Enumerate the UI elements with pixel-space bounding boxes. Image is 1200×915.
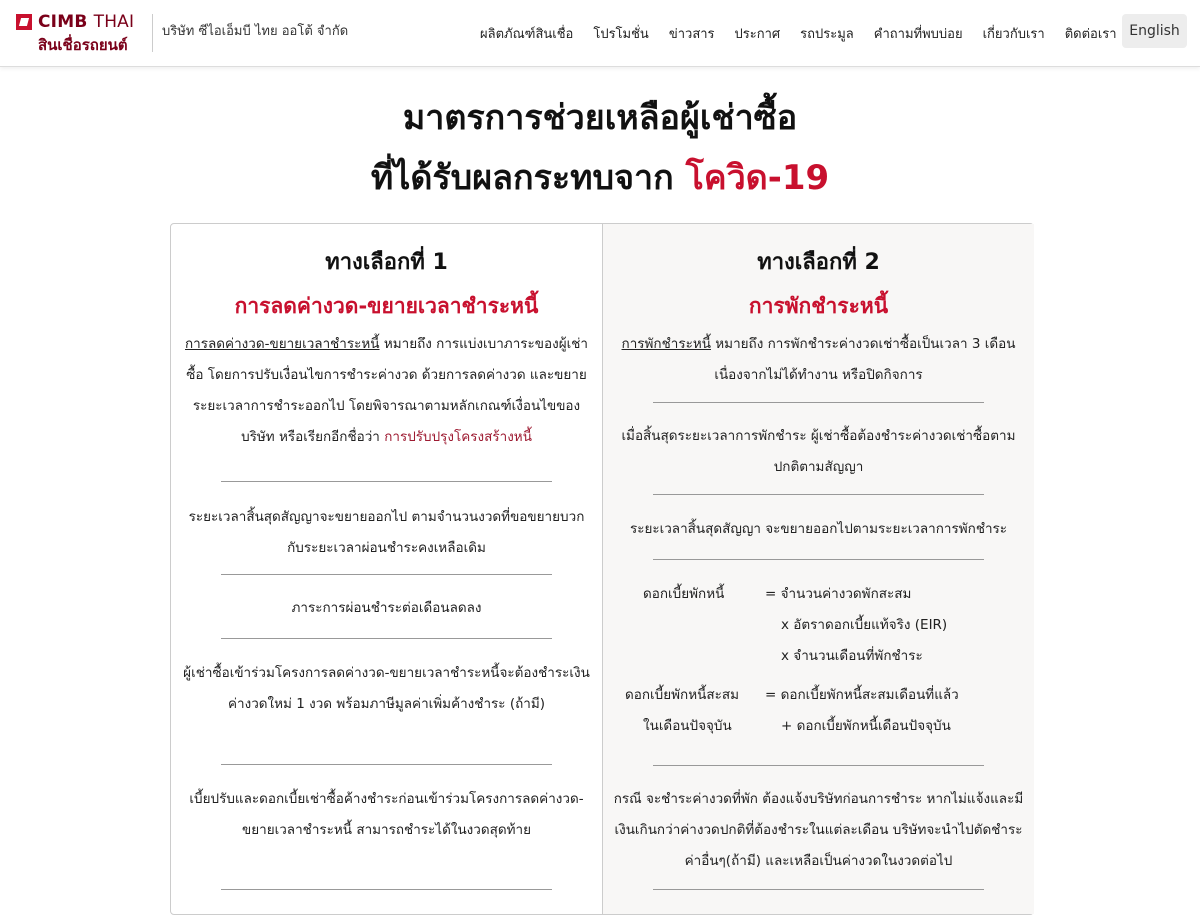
language-english-button[interactable]: English	[1122, 14, 1187, 48]
formula1-line1: = จำนวนค่างวดพักสะสม	[765, 586, 912, 602]
nav-faq[interactable]: คำถามที่พบบ่อย	[873, 26, 963, 42]
title-highlight: โควิด-19	[685, 158, 830, 198]
logo-brand-thai: THAI	[93, 12, 135, 32]
logo-divider	[152, 14, 153, 52]
option1-term: การลดค่างวด-ขยายเวลาชำระหนี้	[185, 336, 380, 352]
formula2-label-line2: ในเดือนปัจจุบัน	[643, 718, 732, 734]
page-title-line1: มาตรการช่วยเหลือผู้เช่าซื้อ	[402, 98, 798, 138]
divider	[221, 889, 552, 890]
restructure-link[interactable]: การปรับปรุงโครงสร้างหนี้	[384, 429, 532, 445]
logo-subtitle: สินเชื่อรถยนต์	[38, 36, 128, 54]
option1-definition	[181, 329, 592, 453]
formula1-line2: x อัตราดอกเบี้ยแท้จริง (EIR)	[781, 617, 948, 633]
nav-contact[interactable]: ติดต่อเรา	[1064, 26, 1117, 42]
nav-about[interactable]: เกี่ยวกับเรา	[982, 26, 1045, 42]
divider	[653, 494, 984, 495]
title-prefix: ที่ได้รับผลกระทบจาก	[370, 158, 674, 198]
option2-point-extend: ระยะเวลาสิ้นสุดสัญญา จะขยายออกไปตามระยะเวลาการพักชำระ	[629, 521, 1008, 537]
option2-definition	[613, 329, 1024, 391]
option2-column	[602, 224, 1034, 914]
page-title-line2	[0, 150, 1200, 204]
divider	[653, 765, 984, 766]
top-navbar	[0, 0, 1200, 67]
option1-point-new-installment: ผู้เช่าซื้อเข้าร่วมโครงการลดค่างวด-ขยายเวลาชำระหนี้จะต้องชำระเงินค่างวดใหม่ 1 งวด พร้อมภาษีมูลค่าเพิ่มค้างชำระ (ถ้ามี)	[183, 665, 590, 712]
option2-point-after-pause: เมื่อสิ้นสุดระยะเวลาการพักชำระ ผู้เช่าซื้อต้องชำระค่างวดเช่าซื้อตามปกติตามสัญญา	[621, 428, 1016, 475]
company-name: บริษัท ซีไอเอ็มบี ไทย ออโต้ จำกัด	[162, 24, 349, 39]
formula2-line2: + ดอกเบี้ยพักหนี้เดือนปัจจุบัน	[781, 718, 951, 734]
nav-products[interactable]: ผลิตภัณฑ์สินเชื่อ	[480, 26, 574, 42]
option1-column	[171, 224, 602, 914]
formula2-label-line1: ดอกเบี้ยพักหนี้สะสม	[625, 687, 739, 703]
divider	[221, 638, 552, 639]
main-nav	[480, 0, 1137, 66]
option2-point-payment-notice: กรณี จะชำระค่างวดที่พัก ต้องแจ้งบริษัทก่อนการชำระ หากไม่แจ้งและมีเงินเกินกว่าค่างวดปกติที่ต้องชำระในแต่ละเดือน บริษัทจะนำไปตัดชำระค่าอื่นๆ(ถ้ามี) และเหลือเป็นค่างวดในงวดต่อไป	[613, 791, 1024, 869]
divider	[653, 402, 984, 403]
formula1-label: ดอกเบี้ยพักหนี้	[643, 586, 725, 602]
option2-term: การพักชำระหนี้	[621, 336, 711, 352]
nav-announcements[interactable]: ประกาศ	[734, 26, 781, 42]
nav-auction-cars[interactable]: รถประมูล	[800, 26, 854, 42]
options-panel	[170, 223, 1034, 915]
nav-news[interactable]: ข่าวสาร	[668, 26, 715, 42]
logo-brand: CIMB	[38, 12, 88, 32]
option2-title: ทางเลือกที่ 2	[757, 250, 880, 275]
divider	[653, 559, 984, 560]
formula2-line1: = ดอกเบี้ยพักหนี้สะสมเดือนที่แล้ว	[765, 687, 959, 703]
option2-definition-text: หมายถึง การพักชำระค่างวดเช่าซื้อเป็นเวลา 3 เดือน เนื่องจากไม่ได้ทำงาน หรือปิดกิจการ	[714, 336, 1016, 383]
option2-subtitle: การพักชำระหนี้	[748, 294, 889, 318]
divider	[221, 574, 552, 575]
option1-definition-text: หมายถึง การแบ่งเบาภาระของผู้เช่าซื้อ โดยการปรับเงื่อนไขการชำระค่างวด ด้วยการลดค่างวด และขยายระยะเวลาการชำระออกไป โดยพิจารณาตามหลักเกณฑ์เงื่อนไขของบริษัท หรือเรียกอีกชื่อว่า	[186, 336, 588, 445]
option1-title: ทางเลือกที่ 1	[325, 250, 448, 275]
option1-subtitle: การลดค่างวด-ขยายเวลาชำระหนี้	[234, 294, 539, 318]
option1-point-penalty: เบี้ยปรับและดอกเบี้ยเช่าซื้อค้างชำระก่อนเข้าร่วมโครงการลดค่างวด-ขยายเวลาชำระหนี้ สามารถชำระได้ในงวดสุดท้าย	[189, 791, 584, 838]
divider	[221, 481, 552, 482]
formula1-line3: x จำนวนเดือนที่พักชำระ	[781, 648, 923, 664]
option1-point-reduce: ภาระการผ่อนชำระต่อเดือนลดลง	[291, 600, 482, 616]
cimb-logo[interactable]	[16, 12, 146, 54]
option1-point-extend: ระยะเวลาสิ้นสุดสัญญาจะขยายออกไป ตามจำนวนงวดที่ขอขยายบวกกับระยะเวลาผ่อนชำระคงเหลือเดิม	[188, 509, 585, 556]
divider	[221, 764, 552, 765]
divider	[653, 889, 984, 890]
nav-promotions[interactable]: โปรโมชั่น	[593, 26, 649, 42]
cimb-logo-icon	[16, 14, 32, 30]
